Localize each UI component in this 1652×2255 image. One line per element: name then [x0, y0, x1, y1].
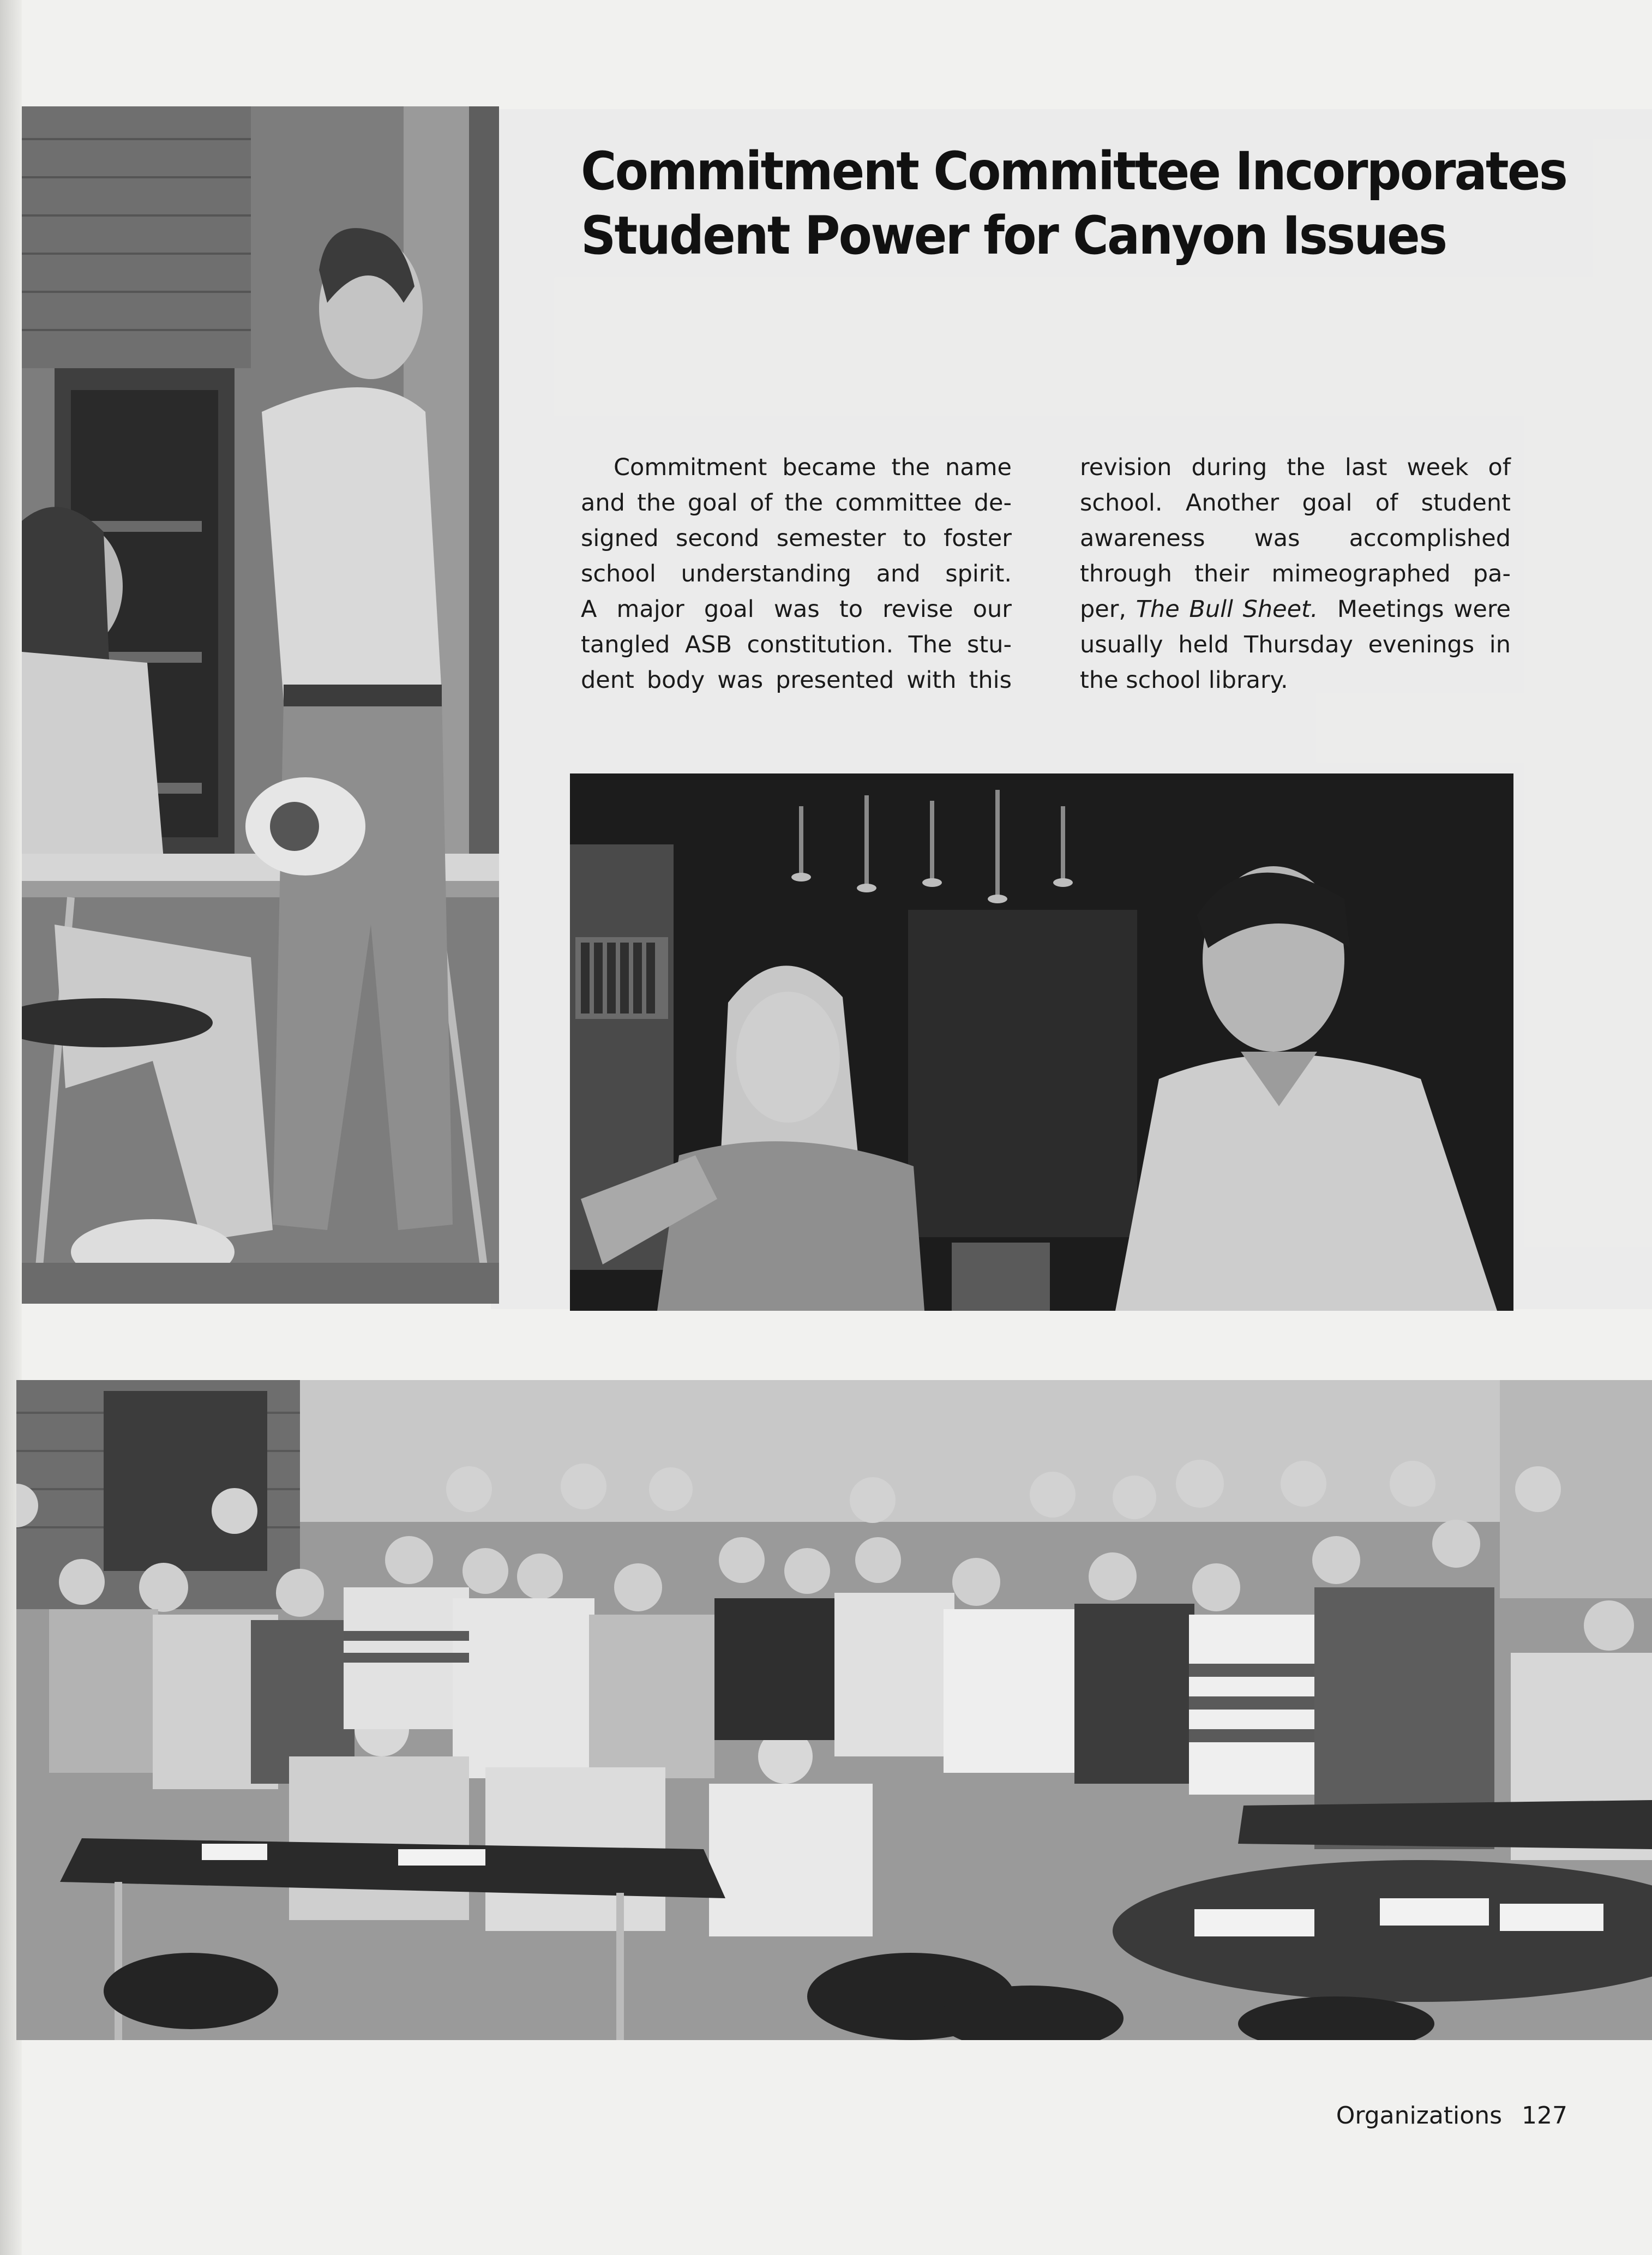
- body-line: school. Another goal of student: [1080, 489, 1511, 517]
- photo-library-pair: [570, 773, 1513, 1311]
- body-line: revision during the last week of: [1080, 454, 1511, 481]
- body-line: the school library.: [1080, 667, 1288, 694]
- headline: [581, 139, 1567, 268]
- folio-section-name: Organizations: [1336, 2102, 1503, 2130]
- paper-title: The Bull Sheet.: [1136, 596, 1318, 623]
- body-line: A major goal was to revise our: [581, 596, 1012, 623]
- body-line-with-title: [1080, 592, 1511, 627]
- body-line: through their mimeographed pa-: [1080, 560, 1511, 587]
- body-line: tangled ASB constitution. The stu-: [581, 631, 1012, 658]
- headline-line-1: Commitment Committee Incorporates: [581, 141, 1567, 202]
- page-number: 127: [1522, 2102, 1567, 2130]
- photo-library-pair-image: [570, 773, 1513, 1311]
- photo-speaker-image: [22, 106, 499, 1304]
- photo-student-speaker: [22, 106, 499, 1304]
- page-folio: [1336, 2102, 1567, 2130]
- headline-line-2: Student Power for Canyon Issues: [581, 205, 1446, 266]
- body-line: school understanding and spirit.: [581, 560, 1012, 587]
- body-line-prefix: per,: [1080, 596, 1127, 623]
- body-line: signed second semester to foster: [581, 525, 1012, 552]
- body-line-tail: Meetings were: [1337, 596, 1511, 623]
- body-line: dent body was presented with this: [581, 667, 1012, 694]
- body-column-right: [1080, 450, 1511, 698]
- photo-group-portrait-image: [16, 1380, 1652, 2040]
- body-line: Commitment became the name: [614, 454, 1012, 481]
- body-line: awareness was accomplished: [1080, 525, 1511, 552]
- body-line: usually held Thursday evenings in: [1080, 631, 1511, 658]
- photo-group-portrait: [16, 1380, 1652, 2040]
- body-line: and the goal of the committee de-: [581, 489, 1012, 517]
- body-column-left: [581, 450, 1012, 698]
